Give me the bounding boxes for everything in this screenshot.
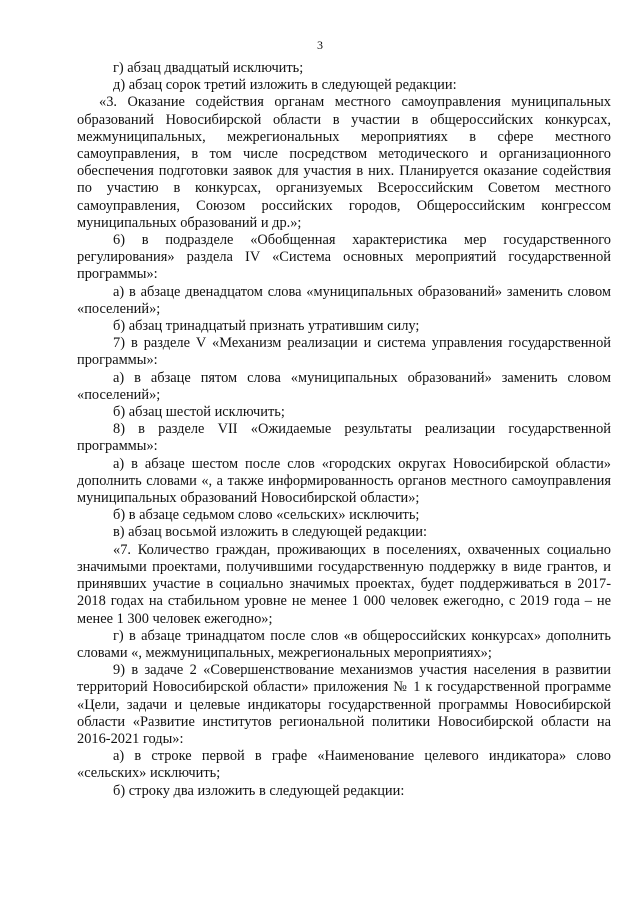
paragraph: 6) в подразделе «Обобщенная характеристика мер государственного регулирования» раздела IV «Система основных мероприятий государственной программы»:: [77, 232, 611, 283]
paragraph: а) в абзаце пятом слова «муниципальных образований» заменить словом «поселений»;: [77, 369, 611, 403]
paragraph: 9) в задаче 2 «Совершенствование механизмов участия населения в развитии территорий Новосибирской области» приложения № 1 к государственной программе «Цели, задачи и целевые индикаторы государственной программы Новосибирской области «Развитие институтов региональной политики Новосибирской области на 2016-2021 годы»:: [77, 662, 611, 747]
paragraph: б) абзац тринадцатый признать утратившим силу;: [113, 318, 420, 335]
paragraph: г) абзац двадцатый исключить;: [113, 60, 304, 76]
page-number: 3: [317, 38, 323, 52]
paragraph: г) в абзаце тринадцатом после слов «в общероссийских конкурсах» дополнить словами «, межмуниципальных, межрегиональных мероприятиях»;: [77, 627, 611, 661]
paragraph: 8) в разделе VII «Ожидаемые результаты реализации государственной программы»:: [77, 421, 611, 455]
document-body: [77, 60, 611, 800]
paragraph: 7) в разделе V «Механизм реализации и система управления государственной программы»:: [77, 335, 611, 369]
quoted-paragraph: «3. Оказание содействия органам местного самоуправления муниципальных образований Новосибирской области в участии в общероссийских конкурсах, межмуниципальных, межрегиональных мероприятиях в сфере местного самоуправления, в том числе посредством методического и организационного обеспечения подготовки заявок для участия в них. Планируется оказание содействия по участию в конкурсах, организуемых Всероссийским Советом местного самоуправления, Союзом российских городов, Общероссийским конгрессом муниципальных образований и др.»;: [77, 94, 611, 231]
paragraph: а) в строке первой в графе «Наименование целевого индикатора» слово «сельских» исключить;: [77, 748, 611, 782]
paragraph: а) в абзаце шестом после слов «городских округах Новосибирской области» дополнить словами «, а также информированность органов местного самоуправления муниципальных образований Новосибирской области»;: [77, 455, 611, 507]
quoted-paragraph: «7. Количество граждан, проживающих в поселениях, охваченных социально значимыми проектами, получившими государственную поддержку в виде грантов, и принявших участие в социально значимых проектах, будет поддерживаться в 2017-2018 годах на стабильном уровне не менее 1 000 человек ежегодно, с 2019 года – не менее 1 300 человек ежегодно»;: [77, 541, 611, 627]
paragraph: б) абзац шестой исключить;: [113, 404, 285, 421]
paragraph: б) строку два изложить в следующей редакции:: [113, 782, 405, 799]
paragraph: а) в абзаце двенадцатом слова «муниципальных образований» заменить словом «поселений»;: [77, 283, 611, 317]
paragraph: в) абзац восьмой изложить в следующей редакции:: [113, 524, 427, 541]
paragraph: б) в абзаце седьмом слово «сельских» исключить;: [113, 507, 420, 524]
paragraph: д) абзац сорок третий изложить в следующей редакции:: [113, 77, 457, 94]
